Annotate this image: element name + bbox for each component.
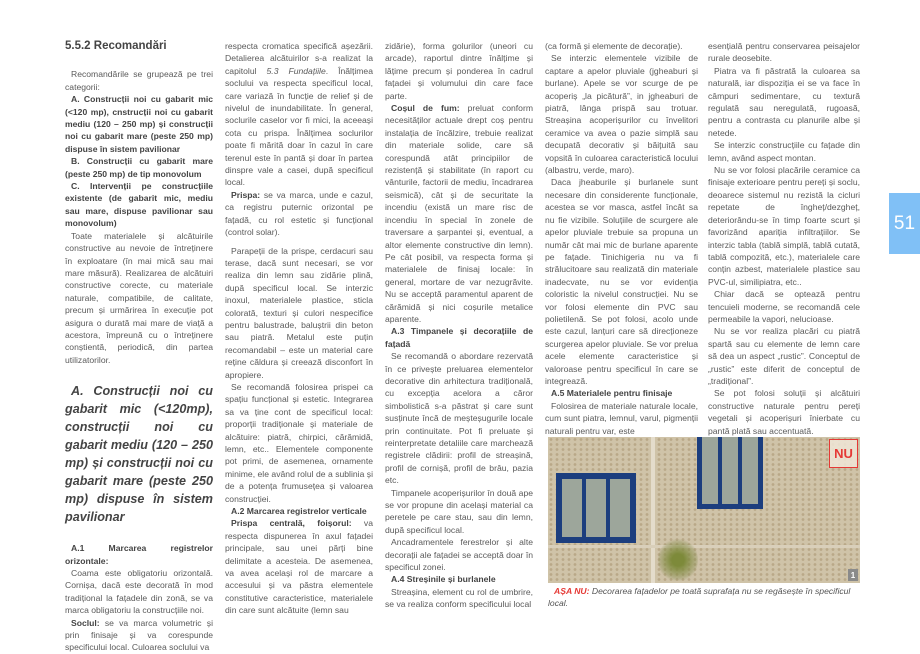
paragraph-lead: Soclul: [71, 617, 100, 628]
nu-badge: NU [829, 439, 858, 468]
wall-band [548, 545, 860, 548]
paragraph [545, 176, 698, 387]
paragraph-text: Se interzic elementele vizibile de captare a apelor pluviale (jgheaburi și burlane). Apele se vor scurge de pe acoperiș „la picătură”, in jgheaburi de piatră, lânga prispă sau trotuar. Streașina acoperișurilor cu învelitori ceramice va avea o pazie simplă sau decupată decorativ și băițuită sau vopsită în culoarea caracteristică locului (albastru, verde, maro). [545, 53, 698, 176]
paragraph [708, 387, 860, 437]
text-column-3 [385, 40, 533, 611]
paragraph [65, 68, 213, 93]
paragraph-text: Recomandările se grupează pe trei categorii: [65, 69, 213, 92]
paragraph-lead: Prispa: [231, 189, 261, 200]
paragraph [385, 536, 533, 573]
wall-pilaster [651, 437, 655, 583]
paragraph-text: C. Intervenții pe construcțiile existente (de gabarit mic, mediu sau mare, dispuse pavilionar sau monovolum) [65, 181, 213, 229]
paragraph-text: Chiar dacă se optează pentru tencuieli moderne, se recomandă cele permeabile la vapori, nelucioase. [708, 289, 860, 324]
paragraph [65, 230, 213, 366]
paragraph-text: preluat conform necesităților actuale drept coș pentru instalația de încălzire, trebuie realizat din materiale solide, care să corespundă atât principiilor de rezistență și stabilitate (în raport cu vânturile, factorii de mediu, încadrarea seismică), cât și de securitate la incendiu (există un mare risc de incendiu în special în zonele de traversare a șarpantei și, eventual, a altor elemente constructive din lemn). Pe cât posibil, va respecta forma și materialele de finisaj locale: în general, mortare de var nezugrăvite. Nu se acceptă paramentul aparent de cărămidă și nici coșurile metalice aparente. [385, 103, 533, 324]
paragraph-text: 5.5.2 Recomandări [65, 40, 167, 52]
paragraph-heading [225, 505, 373, 517]
paragraph-text: Se recomandă folosirea prispei ca spațiu funcțional și estetic. Integrarea sa va ține cont de specificul local: proporții tradiționale și materiale de alcătuire: piatră, chirpici, cărămidă, lemn, etc.. Elementele componente pot primi, de asemenea, ornamente minime, ele având rolul de a sublinia și de a potența frumusețea și valoarea construcției. [225, 381, 373, 504]
paragraph [225, 40, 373, 189]
text-column-1 [65, 40, 213, 654]
paragraph-text: Se recomandă o abordare rezervată în ce privește preluarea elementelor decorative din arhitectura tradițională, cu excepția acelora a căror simbolistică s-a păstrat și care sunt susținute încă de meșteșugurile locale prin continuitate. Pot fi preluate și reinterpretate detaliile care marchează registrele clădirii: profil de streașină, profil de cornișă, profil de brâu, pazia etc. [385, 351, 533, 486]
paragraph [708, 65, 860, 139]
figure-caption [548, 585, 860, 609]
paragraph-heading [65, 155, 213, 180]
paragraph [708, 139, 860, 164]
text-column-4 [545, 40, 698, 437]
page-number: 51 [893, 212, 916, 234]
page-number-tab [889, 193, 920, 254]
paragraph [385, 40, 533, 102]
paragraph-text: zidărie), forma golurilor (uneori cu arcade), raportul dintre înălțime și lățime precum și ponderea în cadrul fațadei și volumului din care face parte. [385, 41, 533, 101]
window-pane [702, 437, 718, 504]
paragraph [385, 487, 533, 537]
paragraph [385, 586, 533, 611]
paragraph [225, 381, 373, 505]
paragraph-text: A.4 Streșinile și burlanele [391, 574, 496, 585]
subsection-heading [65, 382, 213, 526]
paragraph-text: Toate materialele și alcătuirile constructive au nevoie de întreținere în exploatare (în mai mică sau mai mare măsură). Realizarea de alcătuiri constructive corecte, cu materiale naturale, compatibile, de calitate, precum și urmărirea în execuție pot asigura o durată mai mare de viață a acestora, împreună cu o întreținere conștientă, periodică, din partea utilizatorilor. [65, 230, 213, 365]
paragraph [385, 102, 533, 325]
paragraph-text: A.2 Marcarea registrelor verticale [231, 506, 367, 517]
paragraph [225, 189, 373, 239]
paragraph-text: Parapeții de la prispe, cerdacuri sau terase, dacă sunt necesari, se vor realiza din lemn sau zidărie plină, după specificul local. Se interzic inoxul, materialele plastice, sticla colorată, texturi și culori nespecifice pentru balustrade, baluștrii din beton sau piatră. Metalul este puțin recomandabil – este un material care reține căldura și creează disconfort în apropiere. [225, 245, 373, 380]
caption-text: Decorarea fațadelor pe toată suprafața nu se regăsește în specificul local. [548, 586, 851, 608]
shrub [658, 537, 698, 583]
paragraph-text: se va marca, unde e cazul, ca registru puternic orizontal pe fațadă, cu rol estetic și funcțional (control solar). [225, 189, 373, 238]
paragraph-text: . Înălțimea soclului va respecta specificul local, care variază în funcție de relief și de nivelul de inundabilitate. În general, soclurile caselor vor fi mici, la aceeași cota cu prispa. Înălțimea soclurilor poate fi mărită doar în cazul în care terenul este în pantă și doar în partea dinspre vale a casei, după specificul local. [225, 65, 373, 188]
caption-lead: AȘA NU: [554, 586, 590, 596]
paragraph-text: A. Construcții noi cu gabarit mic (<120mp), construcții noi cu gabarit mediu (120 – 250 mp) și construcții noi cu gabarit mare (peste 250 mp) dispuse în sistem pavilionar [65, 384, 213, 525]
paragraph [545, 52, 698, 176]
paragraph-text: (ca formă și elemente de decorație). [545, 41, 683, 51]
paragraph-text: A.3 Timpanele și decorațiile de fațadă [385, 326, 533, 349]
paragraph-text: B. Construcții cu gabarit mare (peste 250 mp) de tip monovolum [65, 156, 213, 179]
paragraph-text: Folosirea de materiale naturale locale, cum sunt piatra, lemnul, varul, pigmenții naturali pentru var, este [545, 400, 698, 436]
paragraph-heading [65, 542, 213, 567]
paragraph-text: A.1 Marcarea registrelor orizontale: [65, 543, 213, 566]
paragraph-text: va respecta dispunerea în axul fațadei principale, sau unei părți bine delimitate a acesteia. De asemenea, va avea același rol de marcare a accesului și va păstra elementele constitutive caracteristice, materialele din care sunt alcătuite (lemn sau [225, 518, 373, 616]
paragraph-text: Coama este obligatoriu orizontală. Cornișa, dacă este decorată în mod tradițional la fațadele din zonă, se va marca obligatoriu la construcțiile noi. [65, 567, 213, 616]
paragraph-text: Streașina, element cu rol de umbrire, se va realiza conform specificului local [385, 586, 533, 610]
paragraph-lead: Prispa centrală, foișorul: [231, 518, 352, 529]
paragraph [708, 40, 860, 65]
window-pane [722, 437, 738, 504]
paragraph [65, 567, 213, 617]
paragraph [545, 400, 698, 437]
paragraph [65, 617, 213, 654]
paragraph [708, 164, 860, 288]
paragraph-text: A.5 Materialele pentru finisaje [551, 388, 673, 399]
paragraph-text: Piatra va fi păstrată la culoarea sa naturală, iar dispoziția ei se va face în câmpuri sedimentare, cu textură regulată sau neregulată, rugoasă, pentru a contrasta cu planurile albe și netede. [708, 65, 860, 138]
paragraph-heading [545, 387, 698, 399]
section-heading [65, 40, 213, 52]
facade-photo [548, 437, 860, 583]
paragraph-text: Se pot folosi soluții și alcătuiri constructive naturale pentru pereți vegetali și acoperișuri înierbate cu pantă plată sau accentuată. [708, 388, 860, 436]
text-column-5 [708, 40, 860, 437]
window-pane [742, 437, 758, 504]
paragraph-lead: Coșul de fum: [391, 103, 460, 114]
window-pane [562, 479, 582, 537]
paragraph-text: Daca jheaburile și burlanele sunt necesare din considerente funcționale, acestea se vor masca, astfel încât sa nu fie vizibile. Soluțiile de scurgere ale apelor pluviale trebuie sa propuna un număr cât mai mic de burlane aparente pe fațade. Tinichigeria nu va fi strălucitoare sau realizată din materiale inadecvate, nu se vor evidenția coloristic la nivelul construcției. Nu se vor folosi elemente din PVC sau polietilenă. Se pot folosi, acolo unde este cazul, lanțuri care să direcționeze scurgerea apelor pluviale. Se vor prelua acele elemente caracteristice și valoroase pentru specificul în care se integrează. [545, 177, 698, 386]
paragraph-text: esențială pentru conservarea peisajelor rurale deosebite. [708, 41, 860, 64]
paragraph-text: Ancadramentele ferestrelor și alte decorații ale fațadei se acceptă doar în specificul zonei. [385, 537, 533, 573]
paragraph [225, 245, 373, 381]
chapter-reference: 5.3 Fundațiile [266, 65, 326, 76]
paragraph-heading [385, 573, 533, 585]
paragraph-text: Nu se vor folosi placările ceramice ca finisaje exterioare pentru pereți și soclu, deoarece sistemul nu rezistă la cicluri repetate de îngheț/dezgheț, deteriorându-se în timp foarte scurt și favorizând apariția infiltrațiilor. Se interzic tabla (tablă simplă, tablă cutată, tablă compozită, etc.), materialele care conțin azbest, materialele plastice sau PVC-ul, similipiatra, etc.. [708, 165, 860, 287]
paragraph [708, 288, 860, 325]
paragraph [385, 350, 533, 486]
paragraph-text: Timpanele acoperișurilor în două ape se vor propune din același material ca peretele pe care stau, sau din lemn, după specificul local. [385, 487, 533, 535]
paragraph-text: respecta cromatica specifică așezării. Detalierea alcătuirilor s-a realizat la capitolul [225, 41, 373, 76]
paragraph-text: se va marca volumetric și prin finisaje și va corespunde specificului local. Culoarea soclului va [65, 617, 213, 653]
paragraph-text: Nu se vor realiza placări cu piatră spartă sau cu elemente de lemn care să dea un aspect „rustic”. Conceptul de „rustic” este diferit de conceptul de „tradițional”. [708, 326, 860, 386]
paragraph [708, 325, 860, 387]
figure-number: 1 [848, 569, 858, 581]
paragraph [545, 40, 698, 52]
window-pane [586, 479, 606, 537]
paragraph-heading [385, 325, 533, 350]
paragraph-heading [65, 93, 213, 155]
paragraph-text: Se interzic construcțiile cu fațade din lemn, având aspect montan. [708, 140, 860, 163]
window-pane [610, 479, 630, 537]
paragraph-text: A. Construcții noi cu gabarit mic (<120 mp), cnstrucții noi cu gabarit mediu (120 – 250 mp) și construcții noi cu gabarit mare (peste 250 mp) dispuse în sistem pavilionar [65, 94, 213, 154]
text-column-2 [225, 40, 373, 617]
paragraph-heading [65, 180, 213, 230]
paragraph [225, 517, 373, 616]
